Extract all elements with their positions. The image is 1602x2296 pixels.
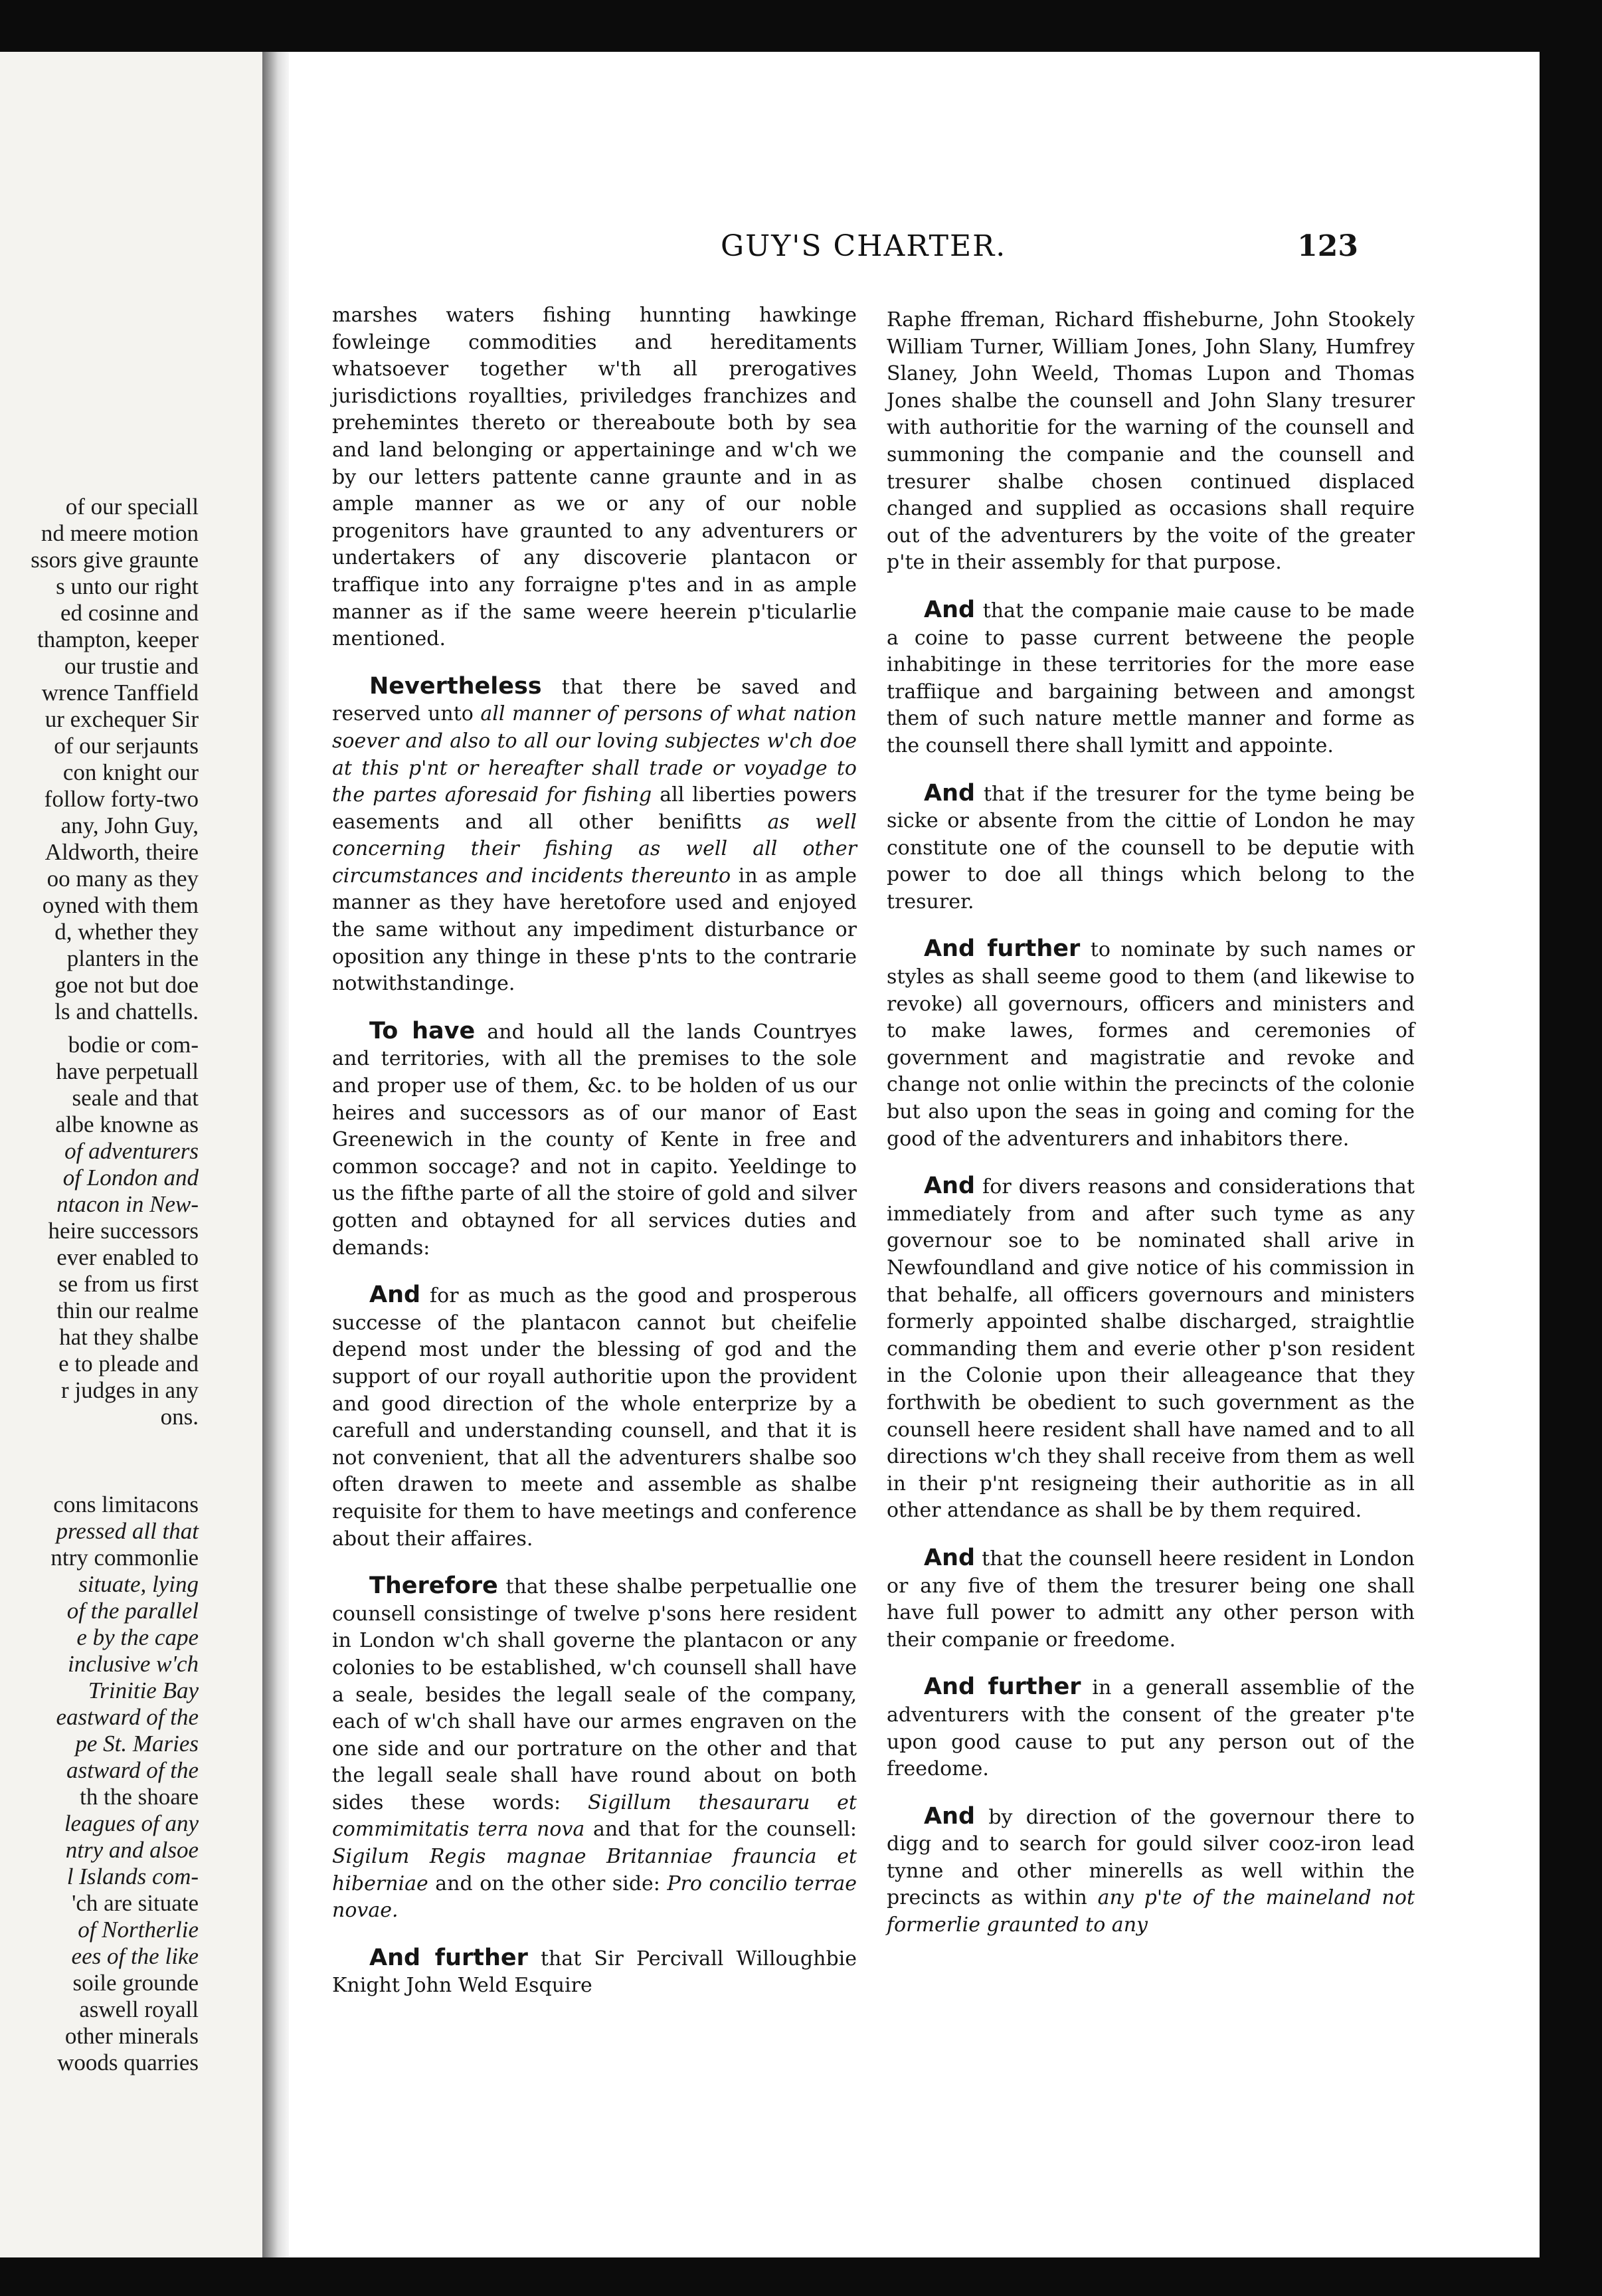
page-edge [262,52,289,2257]
facing-page-line: wrence Tanffield [41,680,199,706]
facing-page-line: of London and [62,1165,199,1191]
facing-page-line: ed cosinne and [60,600,199,626]
paragraph [887,1173,1415,1525]
facing-page-line: planters in the [66,945,199,971]
paragraph-lead: And [924,596,976,623]
facing-page-line: e to pleade and [58,1351,199,1377]
paragraph-text: and on the other side: [428,1871,668,1895]
italic-text: Sigillum thesauraru et commimitatis terra nova [332,1790,857,1842]
paragraph-text: that the companie maie cause to be made a coine to passe current betweene the people inhabitinge in these territories for the more ease traffiique and bargaining between and amongst them of such nature mettle manner and forme as the counsell there shall lymitt and appointe. [887,599,1415,757]
facing-page-line: of our serjaunts [54,733,199,759]
page-number: 123 [1297,229,1358,263]
facing-page-line: ur exchequer Sir [44,706,199,732]
text-column-left [332,302,857,2020]
facing-page-line: our trustie and [64,653,199,679]
paragraph [332,1573,857,1925]
facing-page-line: bodie or com- [68,1032,199,1058]
paragraph [887,1545,1415,1654]
facing-page-line: e by the cape [76,1624,199,1650]
paragraph-text: and that for the counsell: [584,1818,857,1842]
facing-page-line: pressed all that [56,1518,199,1544]
paragraph [332,1282,857,1553]
facing-page-line: situate, lying [78,1571,199,1597]
facing-page-line: ssors give graunte [31,547,199,573]
italic-text: all manner of persons of what nation soever and also to all our loving subjectes w'ch doe at this p'nt or hereafter shall trade or voyadge to the partes aforesaid for fishing [332,702,857,807]
paragraph-lead: Nevertheless [369,672,542,700]
paragraph [332,1018,857,1262]
facing-page-line: any, John Guy, [60,813,199,838]
paragraph-lead: And [924,1802,976,1830]
facing-page-line: inclusive w'ch [67,1651,199,1677]
paragraph [887,597,1415,760]
paragraph [887,935,1415,1153]
facing-page-line: Trinitie Bay [88,1677,199,1703]
paragraph-lead: And further [369,1944,528,1971]
facing-page-line: albe knowne as [55,1111,199,1137]
paragraph-text: and hould all the lands Countryes and territories, with all the premises to the sole and proper use of them, &c. to be holden of us our heires and successors as of our manor of East Greenewich in the county of Kente in free and common soccage? and not in capito. Yeeldinge to us the fifthe parte of all the stoire of gold and silver gotten and obtayned for all services duties and demands: [332,1020,857,1260]
paragraph [887,307,1415,577]
facing-page-line: ntry commonlie [50,1545,199,1571]
facing-page-line: oyned with them [42,892,199,918]
paragraph [332,302,857,653]
facing-page-line: th the shoare [80,1784,199,1810]
paragraph-text: marshes waters fishing hunnting hawkinge fowleinge commodities and hereditaments whatsoever together w'th all prerogatives jurisdictions royallties, priviledges franchizes and prehemintes thereto or thereaboute both by sea and land belonging or appertaininge and w'ch we by our letters pattente canne graunte and in as ample manner as we or any of our noble progenitors have graunted to any adventurers or undertakers of any discoverie plantacon or traffique into any forraigne p'tes and in as ample manner as if the same weere heerein p'ticularlie mentioned. [332,304,857,651]
paragraph-text: by direction of the governour there to digg and to search for gould silver cooz-iron lead tynne and other minerells as well within the precincts as within [887,1805,1415,1910]
paragraph-text: in as ample manner as they have heretofore used and enjoyed the same without any impediment disturbance or oposition any thinge in these p'nts to the contrarie notwithstandinge. [332,864,857,996]
italic-text: Pro concilio terrae novae. [332,1871,857,1923]
facing-page-line: astward of the [66,1757,199,1783]
paragraph-lead: And [924,1173,976,1200]
facing-page-line: r judges in any [60,1377,199,1403]
paragraph [887,1674,1415,1782]
scan-border-top [0,0,1602,52]
facing-page-line: ever enabled to [56,1244,199,1270]
paragraph-text: that these shalbe perpetuallie one counsell consistinge of twelve p'sons here resident in London w'ch shall governe the plantacon or any colonies to be established, w'ch counsell shall have a seale, besides the legall seale of the company, each of w'ch shall have our armes engraven on the one side and our portrature on the other and that the legall seale shall have round about on both sides these words: [332,1575,857,1814]
facing-page-line: heire successors [48,1218,199,1244]
facing-page-line: oo many as they [46,866,199,892]
paragraph-lead: To have [369,1017,476,1044]
facing-page-line: ees of the like [71,1943,199,1969]
facing-page-line: follow forty-two [44,786,199,812]
facing-page-line: d, whether they [54,919,199,945]
italic-text: any p'te of the maineland not formerlie graunted to any [887,1886,1415,1937]
paragraph [887,780,1415,916]
paragraph-lead: And further [924,935,1081,963]
paragraph-lead: And [924,779,976,807]
paragraph-text: that Sir Percivall Willoughbie Knight John Weld Esquire [332,1947,857,1998]
paragraph-lead: And [369,1282,421,1309]
paragraph-text: that if the tresurer for the tyme being be sicke or absente from the cittie of London he may constitute one of the counsell to be deputie with power to doe all things which belong to the tresurer. [887,782,1415,913]
facing-page-line: ntry and alsoe [65,1837,199,1863]
paragraph-text: for as much as the good and prosperous successe of the plantacon cannot but cheifelie depend most under the blessing of god and the support of our royall authoritie upon the provident and good direction of the whole enterprize by a carefull and understanding counsell, and that it is not convenient, that all the adventurers shalbe soo often drawen to meete and assemble as shalbe requisite for them to have meetings and conference about their affaires. [332,1284,857,1551]
paragraph-lead: Therefore [369,1573,498,1600]
paragraph-text: to nominate by such names or styles as shall seeme good to them (and likewise to revoke) all governours, officers and ministers and to make lawes, formes and ceremonies of government and magistratie and revoke and change not onlie within the precincts of the colonie but also upon the seas in going and coming for the good of the adventurers and inhabitors there. [887,938,1415,1151]
paragraph-text: Raphe ffreman, Richard ffisheburne, John Stookely William Turner, William Jones, John Slany, Humfrey Slaney, John Weeld, Thomas Lupon and Thomas Jones shalbe the counsell and John Slany tresurer with authoritie for the warning of the counsell and summoning the companie and the counsell and tresurer shalbe chosen continued displaced changed and supplied as occasions shall require out of the adventurers by the voite of the greater p'te in their assembly for that purpose. [887,308,1415,575]
facing-page-line: of adventurers [64,1138,199,1164]
facing-page-line: con knight our [62,759,199,785]
facing-page-line: hat they shalbe [59,1324,199,1350]
facing-page-line: goe not but doe [54,972,199,998]
paragraph-text: that there be saved and reserved unto [332,675,857,726]
italic-text: as well concerning their fishing as well all other circumstances and incidents thereunto [332,810,857,888]
paragraph-text: that the counsell heere resident in London or any five of them the tresurer being one shall have full power to admitt any other person with their companie or freedome. [887,1547,1415,1652]
facing-page-line: ls and chattells. [54,999,199,1024]
facing-page-line: thampton, keeper [37,626,199,652]
paragraph-lead: And [924,1544,976,1571]
facing-page-line: Aldworth, theire [44,839,199,865]
facing-page-line: pe St. Maries [75,1731,199,1757]
paragraph-text: all liberties powers easements and all other benifitts [332,783,857,834]
facing-page-fragment [0,52,262,2257]
paragraph [332,673,857,998]
text-column-right [887,307,1415,1959]
scan-border-bottom [0,2257,1602,2296]
facing-page-line: other minerals [64,2023,199,2049]
facing-page-line: soile grounde [72,1970,199,1996]
facing-page-line: s unto our right [56,573,199,599]
facing-page-line: ons. [160,1404,199,1430]
facing-page-line: cons limitacons [53,1491,199,1517]
facing-page-line: leagues of any [64,1810,199,1836]
paragraph-text: for divers reasons and considerations that immediately from and after such tyme as any governour soe to be nominated shall arive in Newfoundland and give notice of his commission in that behalfe, all officers governours and ministers formerly appointed shalbe discharged, straightlie commanding them and everie other p'son resident in the Colonie upon their alleageance that they forthwith be obedient to such government as the counsell heere resident shall have named and to all directions w'ch they shall receive from them as well in their p'nt resigneing their authoritie as in all other attendance as shall be by them required. [887,1175,1415,1523]
facing-page-line: aswell royall [79,1996,199,2022]
facing-page-line: of our speciall [65,494,199,520]
facing-page-line: ntacon in New- [56,1191,199,1217]
facing-page-line: se from us first [58,1271,199,1297]
paragraph-lead: And further [924,1674,1081,1701]
facing-page-line: of Northerlie [78,1917,199,1943]
scan-border-right [1540,0,1602,2296]
facing-page-line: woods quarries [57,2050,199,2075]
paragraph-text: in a generall assemblie of the adventurers with the consent of the greater p'te upon good cause to put any person out of the freedome. [887,1676,1415,1781]
facing-page-line: have perpetuall [56,1058,199,1084]
facing-page-line: seale and that [72,1085,199,1111]
facing-page-line: of the parallel [66,1598,199,1624]
facing-page-line: eastward of the [56,1704,199,1730]
page-header [721,229,1358,269]
paragraph [887,1803,1415,1939]
italic-text: Sigilum Regis magnae Britanniae frauncia et hiberniae [332,1845,857,1895]
facing-page-line: l Islands com- [66,1864,199,1889]
facing-page-line: 'ch are situate [72,1890,199,1916]
facing-page-line: thin our realme [56,1297,199,1323]
running-title: GUY'S CHARTER. [721,229,1007,263]
paragraph [332,1945,857,2000]
facing-page-line: nd meere motion [41,520,199,546]
